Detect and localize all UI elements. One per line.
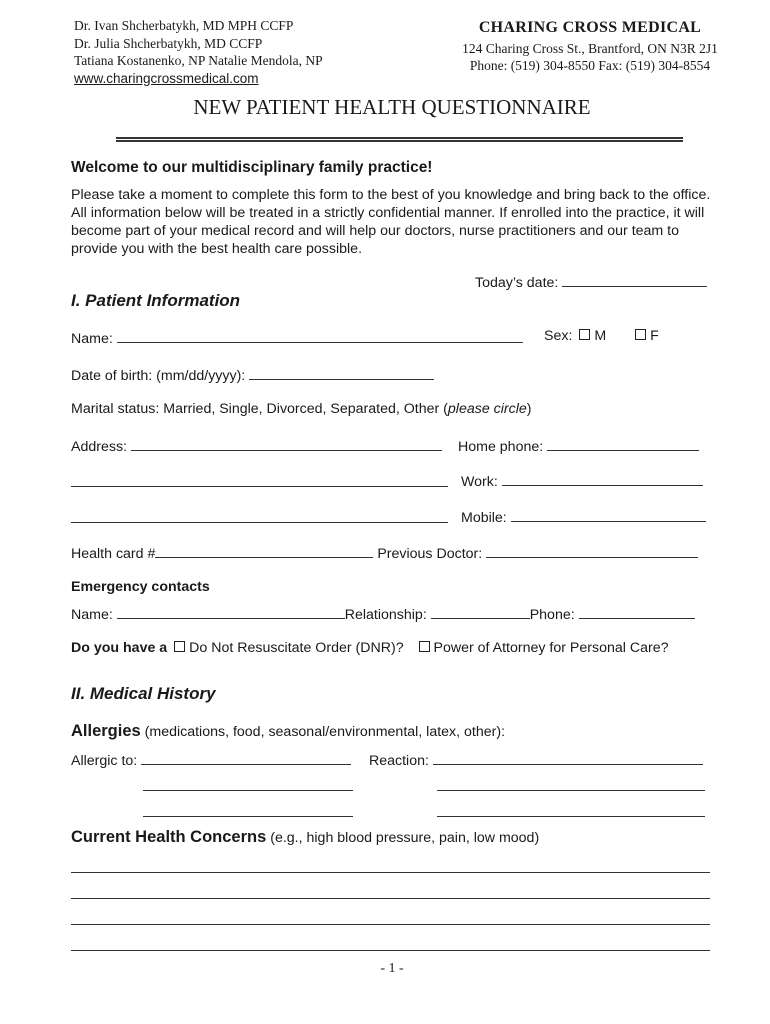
allergies-note: (medications, food, seasonal/environmental, latex, other): — [140, 724, 506, 740]
section-medical-history: II. Medical History — [71, 684, 216, 703]
health-card-input[interactable] — [155, 543, 373, 558]
health-card-label: Health card # — [71, 546, 156, 562]
health-concerns-line-1[interactable] — [71, 872, 710, 873]
todays-date-field — [475, 272, 707, 291]
previous-doctor-label: Previous Doctor: — [373, 546, 487, 562]
dnr-label: Do Not Resuscitate Order (DNR)? — [189, 640, 404, 656]
work-label: Work: — [461, 474, 502, 490]
staff-line: Dr. Julia Shcherbatykh, MD CCFP — [74, 35, 263, 51]
clinic-phone-fax: Phone: (519) 304-8550 Fax: (519) 304-8554 — [469, 58, 711, 73]
work-phone-input[interactable] — [502, 471, 703, 486]
sex-label: Sex: — [544, 328, 573, 344]
dob-input[interactable] — [249, 365, 434, 380]
address-label: Address: — [71, 439, 131, 455]
reaction-input-3[interactable] — [437, 816, 705, 817]
home-phone-label: Home phone: — [458, 439, 548, 455]
home-phone-field — [458, 436, 699, 455]
staff-line: Dr. Ivan Shcherbatykh, MD MPH CCFP — [74, 18, 294, 33]
ec-name-label: Name: — [71, 607, 117, 623]
name-input[interactable] — [117, 328, 523, 343]
allergic-to-input-3[interactable] — [143, 816, 353, 817]
dob-field — [71, 365, 434, 384]
previous-doctor-input[interactable] — [486, 543, 698, 558]
reaction-input-2[interactable] — [437, 790, 705, 791]
marital-status-field — [71, 401, 532, 417]
allergic-to-input-1[interactable] — [141, 750, 351, 765]
ec-phone-label: Phone: — [529, 607, 579, 623]
website-link[interactable]: www.charingcrossmedical.com — [74, 70, 259, 86]
mobile-label: Mobile: — [461, 510, 511, 526]
address-input-2[interactable] — [71, 486, 448, 487]
health-concerns-note: (e.g., high blood pressure, pain, low mood) — [266, 830, 540, 846]
allergic-to-field — [71, 750, 351, 769]
health-concerns-line-3[interactable] — [71, 924, 710, 925]
ec-relationship-input[interactable] — [431, 604, 530, 619]
title-divider — [116, 137, 683, 142]
staff-line: Tatiana Kostanenko, NP Natalie Mendola, NP — [74, 53, 323, 68]
dob-label: Date of birth: (mm/dd/yyyy): — [71, 368, 250, 384]
mobile-phone-input[interactable] — [511, 507, 706, 522]
health-concerns-line-4[interactable] — [71, 950, 710, 951]
sex-f-checkbox[interactable] — [635, 329, 646, 340]
allergic-to-input-2[interactable] — [143, 790, 353, 791]
reaction-field — [369, 750, 703, 769]
reaction-label: Reaction: — [369, 753, 433, 769]
marital-close: ) — [526, 401, 532, 417]
health-concerns-heading — [71, 828, 539, 847]
poa-checkbox[interactable] — [419, 641, 430, 652]
allergic-to-label: Allergic to: — [71, 753, 142, 769]
emergency-contacts-heading: Emergency contacts — [71, 579, 210, 595]
sex-m-checkbox[interactable] — [579, 329, 590, 340]
address-input-3[interactable] — [71, 522, 448, 523]
clinic-address: 124 Charing Cross St., Brantford, ON N3R 2J1 — [462, 40, 718, 56]
health-card-field — [71, 543, 698, 562]
address-field — [71, 436, 442, 455]
section-patient-information: I. Patient Information — [71, 291, 241, 310]
todays-date-label: Today’s date: — [475, 275, 563, 291]
ec-name-input[interactable] — [117, 604, 345, 619]
dnr-checkbox[interactable] — [174, 641, 185, 652]
reaction-input-1[interactable] — [433, 750, 703, 765]
health-concerns-title: Current Health Concerns — [71, 828, 267, 846]
home-phone-input[interactable] — [547, 436, 699, 451]
mobile-phone-field — [461, 507, 706, 526]
advance-directive-row — [71, 640, 669, 656]
intro-heading: Welcome to our multidisciplinary family practice! — [71, 159, 433, 176]
todays-date-input[interactable] — [562, 272, 707, 287]
allergies-heading — [71, 722, 505, 741]
allergies-title: Allergies — [71, 722, 141, 740]
work-phone-field — [461, 471, 703, 490]
sex-f-label: F — [650, 328, 659, 344]
health-concerns-line-2[interactable] — [71, 898, 710, 899]
page-title: NEW PATIENT HEALTH QUESTIONNAIRE — [193, 95, 591, 119]
ec-relationship-label: Relationship: — [344, 607, 431, 623]
sex-m-label: M — [594, 328, 607, 344]
ec-phone-input[interactable] — [579, 604, 695, 619]
poa-label: Power of Attorney for Personal Care? — [433, 640, 669, 656]
name-field — [71, 328, 523, 347]
clinic-name: CHARING CROSS MEDICAL — [478, 19, 702, 36]
clinic-block — [440, 19, 740, 75]
intro-text: Please take a moment to complete this form to the best of you knowledge and bring back to the office. All information below will be treated in a strictly confidential manner. If enrolled into the practice, it will become part of your medical record and will help our doctors, nurse practitioners and our team to provide you with the best health care possible. — [71, 187, 711, 257]
marital-label: Marital status: Married, Single, Divorced, Separated, Other ( — [71, 401, 448, 417]
sex-field — [544, 328, 659, 344]
emergency-contact-row — [71, 604, 695, 623]
page-number: - 1 - — [380, 961, 404, 976]
directive-question: Do you have a — [71, 640, 172, 656]
address-input-1[interactable] — [131, 436, 442, 451]
name-label: Name: — [71, 331, 117, 347]
staff-list — [74, 17, 323, 87]
marital-hint: please circle — [447, 401, 527, 417]
